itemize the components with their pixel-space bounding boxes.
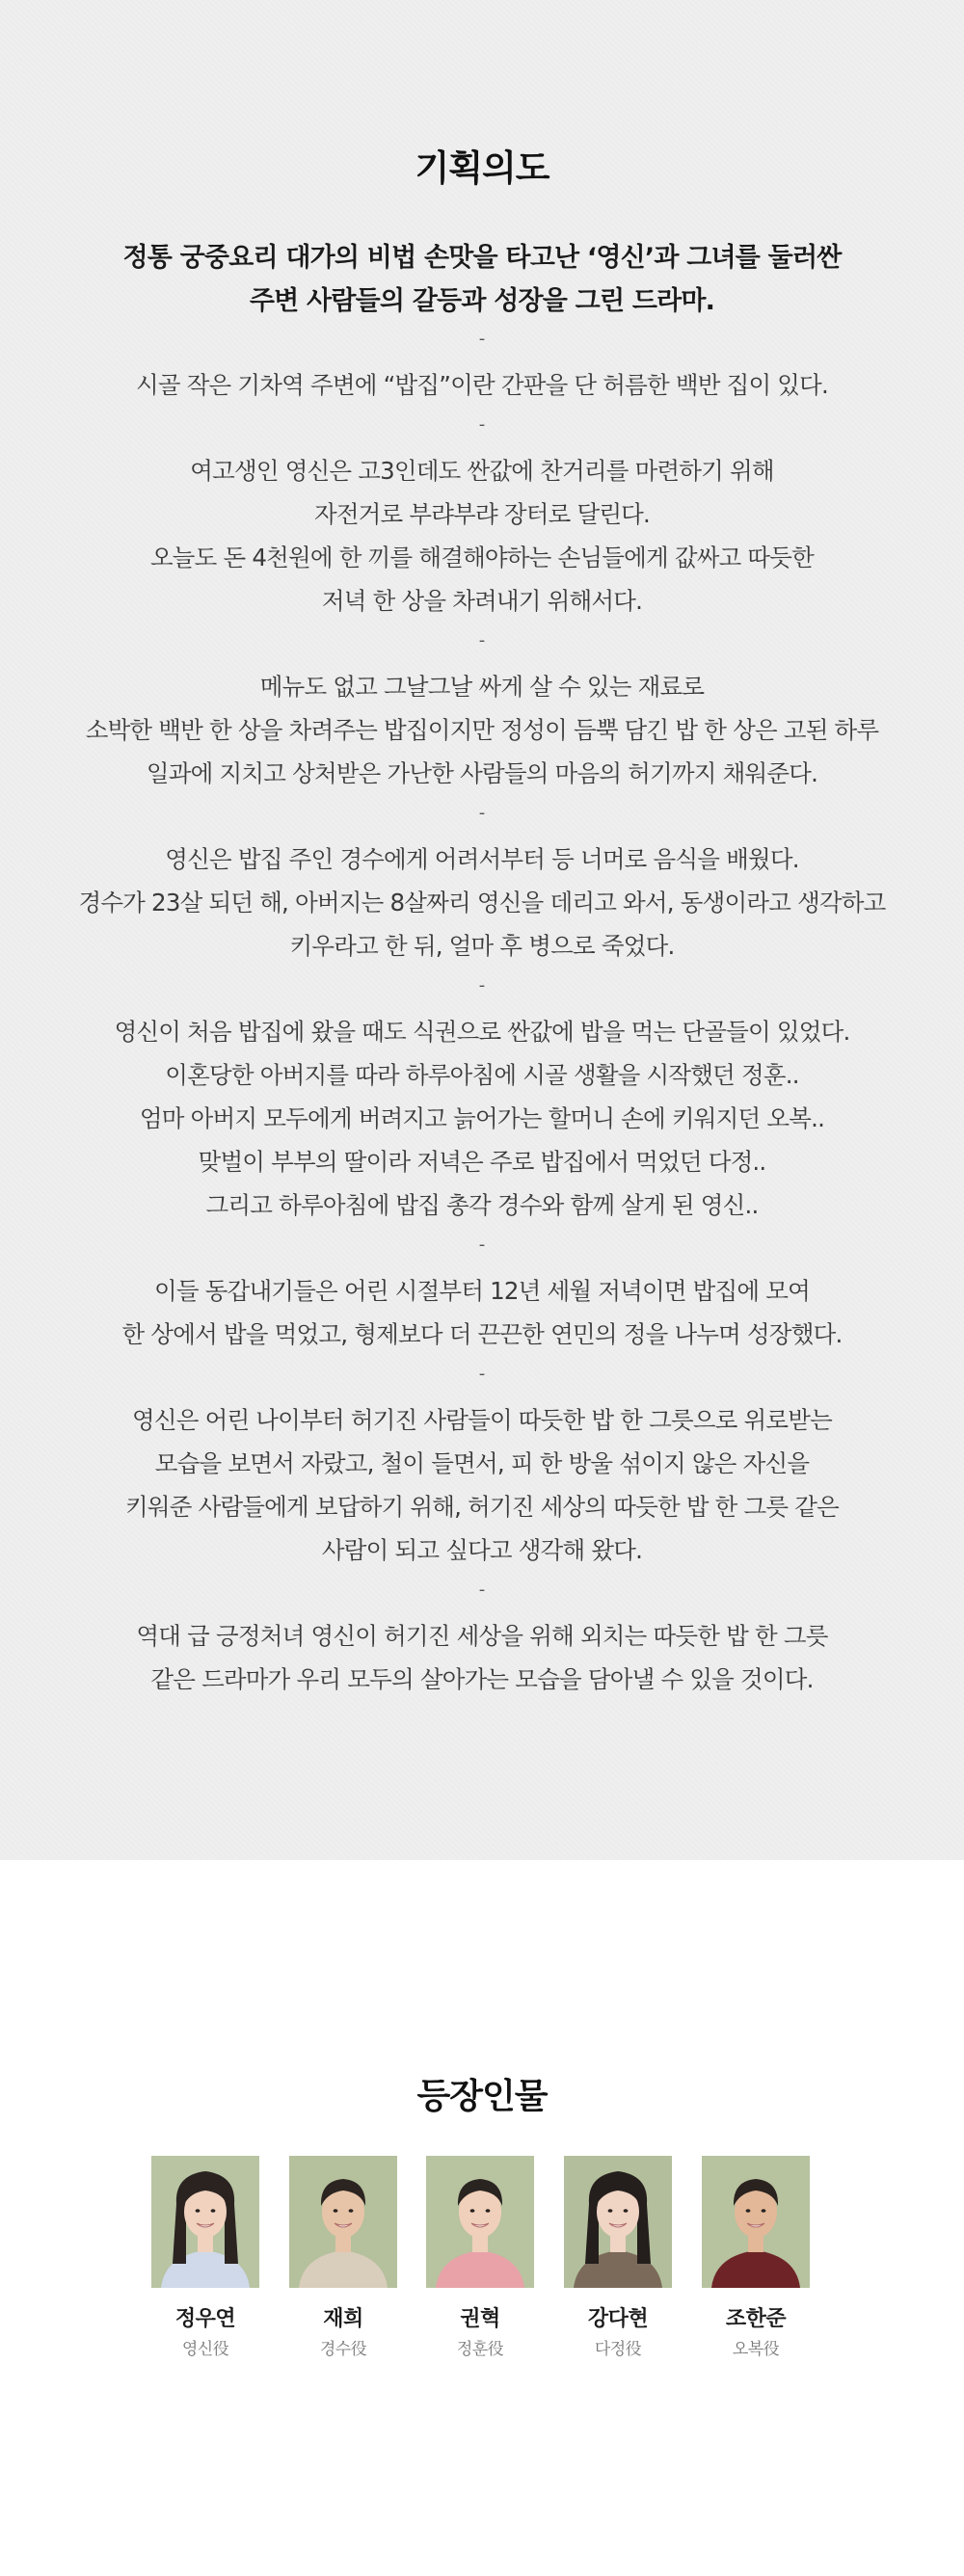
- cast-role: 경수役: [319, 2340, 367, 2359]
- cast-photo: [564, 2156, 672, 2288]
- paragraph-line: 이들 동갑내기들은 어린 시절부터 12년 세월 저녁이면 밥집에 모여: [153, 1277, 811, 1305]
- paragraph-line: 저녁 한 상을 차려내기 위해서다.: [321, 587, 643, 615]
- paragraph-line: 영신은 어린 나이부터 허기진 사람들이 따듯한 밥 한 그릇으로 위로받는: [131, 1406, 833, 1434]
- paragraph-line: 엄마 아버지 모두에게 버려지고 늙어가는 할머니 손에 키워지던 오복..: [139, 1104, 825, 1132]
- paragraph-line: 키워준 사람들에게 보답하기 위해, 허기진 세상의 따듯한 밥 한 그릇 같은: [124, 1493, 839, 1521]
- separator: -: [478, 630, 486, 651]
- paragraph-line: 자전거로 부랴부랴 장터로 달린다.: [313, 500, 651, 528]
- lead-line: 정통 궁중요리 대가의 비법 손맛을 타고난 ‘영신’과 그녀를 둘러싼: [122, 243, 842, 273]
- cast-name: 강다현: [587, 2307, 649, 2331]
- cast-name: 권혁: [460, 2307, 500, 2331]
- separator: -: [478, 975, 486, 996]
- separator: -: [478, 329, 486, 349]
- cast-role: 오복役: [732, 2340, 780, 2359]
- paragraph-line: 메뉴도 없고 그날그날 싸게 살 수 있는 재료로: [259, 673, 705, 701]
- cast-photo: [151, 2156, 259, 2288]
- cast-photo: [426, 2156, 534, 2288]
- paragraph-line: 키우라고 한 뒤, 얼마 후 병으로 죽었다.: [289, 932, 675, 960]
- paragraph-line: 소박한 백반 한 상을 차려주는 밥집이지만 정성이 듬뿍 담긴 밥 한 상은 고된 하루: [85, 716, 879, 744]
- paragraph-line: 역대 급 긍정처녀 영신이 허기진 세상을 위해 외치는 따듯한 밥 한 그릇: [136, 1622, 828, 1650]
- separator: -: [478, 803, 486, 823]
- paragraph-line: 한 상에서 밥을 먹었고, 형제보다 더 끈끈한 연민의 정을 나누며 성장했다.: [121, 1320, 843, 1348]
- cast-name: 재희: [323, 2307, 363, 2331]
- separator: -: [478, 1364, 486, 1384]
- intro-title: 기획의도: [415, 147, 549, 189]
- paragraph-line: 같은 드라마가 우리 모두의 살아가는 모습을 담아낼 수 있을 것이다.: [150, 1665, 814, 1693]
- cast-title: 등장인물: [416, 2077, 548, 2116]
- paragraph-line: 사람이 되고 싶다고 생각해 왔다.: [321, 1536, 643, 1564]
- paragraph-line: 경수가 23살 되던 해, 아버지는 8살짜리 영신을 데리고 와서, 동생이라고 생각하고: [78, 889, 886, 916]
- cast-name: 조한준: [725, 2307, 787, 2331]
- separator: -: [478, 1580, 486, 1600]
- paragraph-line: 일과에 지치고 상처받은 가난한 사람들의 마음의 허기까지 채워준다.: [146, 759, 818, 787]
- separator: -: [478, 1235, 486, 1255]
- paragraph-line: 이혼당한 아버지를 따라 하루아침에 시골 생활을 시작했던 정훈..: [165, 1061, 799, 1089]
- paragraph-line: 영신이 처음 밥집에 왔을 때도 식권으로 싼값에 밥을 먹는 단골들이 있었다.: [114, 1018, 850, 1046]
- lead-line: 주변 사람들의 갈등과 성장을 그린 드라마.: [249, 286, 715, 316]
- paragraph-line: 맞벌이 부부의 딸이라 저녁은 주로 밥집에서 먹었던 다정..: [198, 1148, 766, 1176]
- cast-photo: [702, 2156, 810, 2288]
- paragraph-line: 영신은 밥집 주인 경수에게 어려서부터 등 너머로 음식을 배웠다.: [165, 845, 799, 873]
- cast-role: 영신役: [181, 2340, 229, 2359]
- paragraph-line: 모습을 보면서 자랐고, 철이 들면서, 피 한 방울 섞이지 않은 자신을: [154, 1449, 810, 1477]
- cast-photo: [289, 2156, 397, 2288]
- cast-name: 정우연: [174, 2307, 236, 2331]
- paragraph-line: 그리고 하루아침에 밥집 총각 경수와 함께 살게 된 영신..: [205, 1191, 759, 1219]
- cast-role: 정훈役: [456, 2340, 504, 2359]
- paragraph-line: 여고생인 영신은 고3인데도 싼값에 찬거리를 마련하기 위해: [190, 457, 774, 485]
- separator: -: [478, 414, 486, 435]
- cast-role: 다정役: [594, 2340, 642, 2359]
- paragraph-line: 시골 작은 기차역 주변에 “밥집”이란 간판을 단 허름한 백반 집이 있다.: [135, 371, 829, 399]
- paragraph-line: 오늘도 돈 4천원에 한 끼를 해결해야하는 손님들에게 값싸고 따듯한: [149, 544, 815, 571]
